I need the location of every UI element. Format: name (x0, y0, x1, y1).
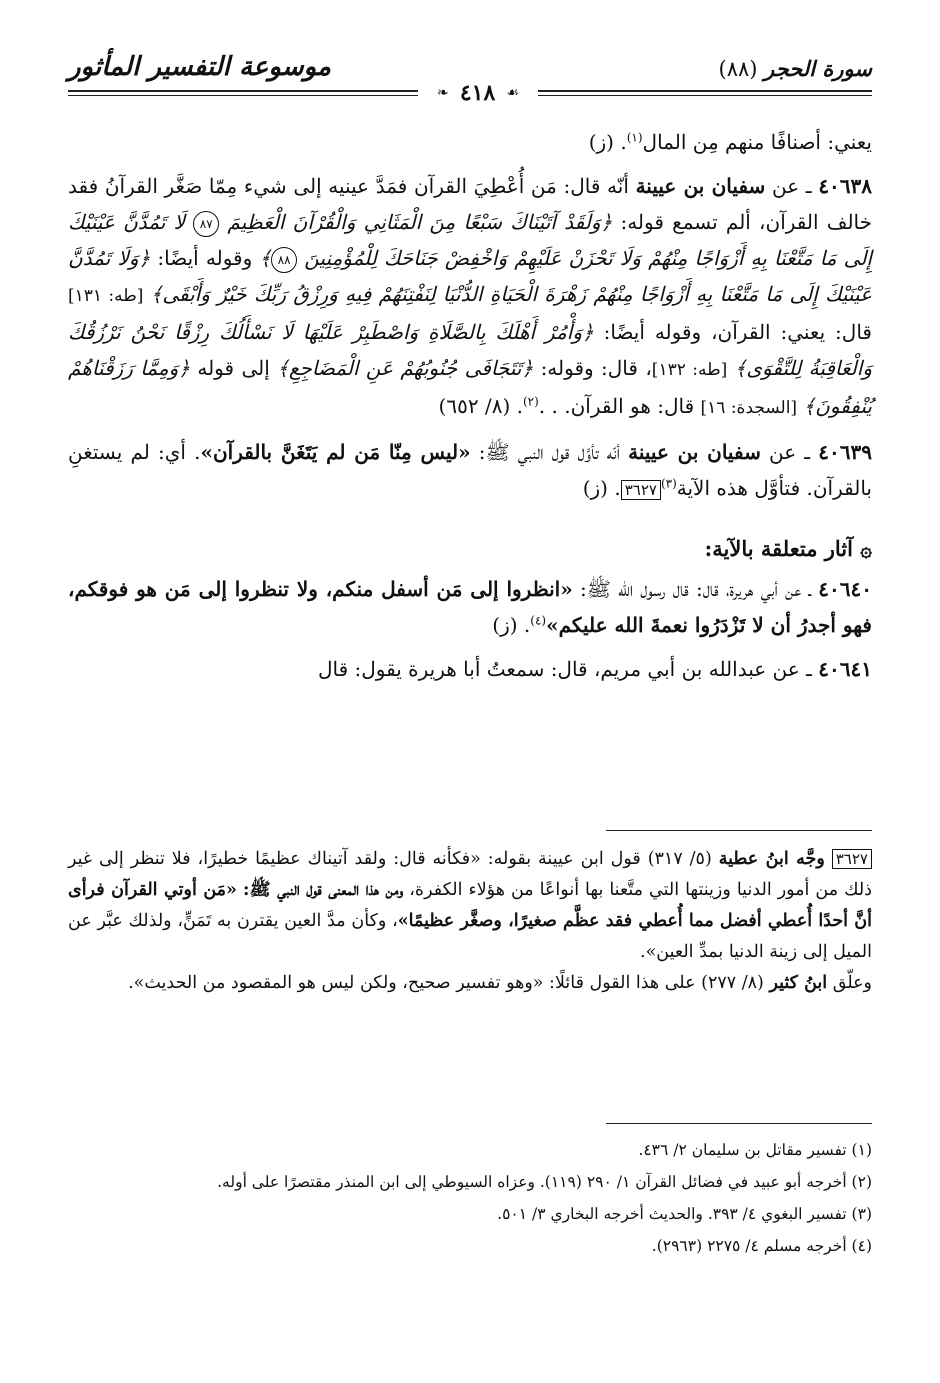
hadith-text: «مَن أوتي القرآن فرأى أنَّ أحدًا أُعطي أفضل مما أُعطي فقد عظَّم صغيرًا، وصغَّر عظيمًا» (68, 880, 872, 931)
note-reference: (٥/ ٣١٧) (647, 849, 712, 869)
entry-source: . (٨/ ٦٥٢) (438, 394, 523, 418)
entry-number: ٤٠٦٤١ (818, 657, 872, 681)
entry-text: أنّه قال: مَن أُعْطِيَ القرآن فمَدَّ عينيه إلى شيء مِمّا صَغَّر القرآنُ فقد خالف القرآن، ألم تسمع قوله: (68, 174, 873, 234)
section-heading (68, 536, 872, 561)
entry-40638 (68, 168, 872, 426)
footnote: (١) تفسير مقاتل بن سليمان ٢/ ٤٣٦. (638, 1141, 872, 1159)
intro-text: يعني: أصنافًا منهم مِن المال (642, 130, 872, 154)
note-separator (606, 830, 872, 831)
ayah-number-icon: ٨٧ (193, 211, 219, 237)
quran-quote: ﴿وَأْمُرْ أَهْلَكَ بِالصَّلَاةِ وَاصْطَبِرْ عَلَيْهَا لَا نَسْأَلُكَ رِزْقًا نَحْنُ نَرْزُقُكَ وَالْعَاقِبَةُ لِلتَّقْوَى﴾ (68, 320, 872, 380)
entry-40640 (68, 571, 872, 643)
intro-paragraph (68, 124, 872, 160)
note-text: ، وكأن مدَّ العين يقترن به تَمَنٍّ، ولذلك عبَّر عن الميل إلى زينة الدنيا بمدِّ العين». (68, 911, 872, 962)
footnote-ref: (٣) (660, 476, 677, 491)
quran-reference: [طه: ١٣٢] (651, 360, 728, 380)
footnote: (٢) أخرجه أبو عبيد في فضائل القرآن ١/ ٢٩٠ (١١٩). وعزاه السيوطي إلى ابن المنذر مقتصرًا على أوله. (217, 1173, 872, 1191)
entry-text: ـ عن عبدالله بن أبي مريم، قال: سمعتُ أبا هريرة يقول: قال (317, 657, 812, 681)
commentary-ref-box: ٣٦٢٧ (832, 849, 872, 869)
note-text: على هذا القول قائلًا: «وهو تفسير صحيح، ولكن ليس هو المقصود من الحديث». (128, 973, 696, 993)
narrator-name: سفيان بن عيينة (635, 174, 766, 198)
entry-tag: . (ز) (492, 613, 531, 637)
section-title: آثار متعلقة بالآية: (704, 536, 853, 561)
quran-reference: [السجدة: ١٦] (700, 398, 798, 418)
note-paragraph (68, 968, 872, 999)
quran-quote: ﴿تَتَجَافَى جُنُوبُهُمْ عَنِ الْمَضَاجِعِ﴾ (277, 356, 534, 380)
entry-text: ، قال: وقوله: (540, 356, 652, 380)
entry-40639 (68, 434, 872, 508)
quran-quote: ﴿وَلَقَدْ آتَيْنَاكَ سَبْعًا مِنَ الْمَثَانِي وَالْقُرْآنَ الْعَظِيمَ (227, 210, 613, 234)
entry-number: ٤٠٦٤٠ (818, 577, 873, 601)
entry-40641 (68, 651, 872, 687)
footnote: (٣) تفسير البغوي ٤/ ٣٩٣. والحديث أخرجه البخاري ٣/ ٥٠١. (497, 1205, 872, 1223)
entry-text: وقوله أيضًا: (157, 246, 253, 270)
note-reference: (٨/ ٢٧٧) (701, 973, 764, 993)
scholar-name: ابنُ كثير (769, 973, 828, 993)
entry-tag: . (ز) (582, 476, 621, 500)
entry-number: ٤٠٦٣٩ (818, 440, 872, 464)
quran-quote-end: ﴾ (259, 246, 272, 270)
entry-number: ٤٠٦٣٨ (818, 174, 873, 198)
note-paragraph (68, 844, 872, 968)
footnote-ref: (١) (626, 130, 643, 145)
page-header (68, 42, 872, 106)
hadith-text: «انظروا إلى مَن أسفل منكم، ولا تنظروا إلى مَن هو فوقكم، فهو أجدرُ أن لا تَزْدَرُوا نعمةَ الله عليكم» (68, 577, 872, 637)
footnote-ref: (٢) (522, 394, 539, 409)
entry-text: ـ عن أبي هريرة، قال: قال رسول الله ﷺ: (579, 577, 812, 601)
book-title: موسوعة التفسير المأثور (68, 52, 331, 82)
entry-text: قال: هو القرآن. . . (538, 394, 695, 418)
footnotes (68, 1136, 872, 1264)
surah-header (719, 56, 873, 81)
entry-text: إلى قوله (197, 356, 270, 380)
entry-prefix: ـ عن (768, 440, 811, 464)
entry-text: أنّه تأوَّل قول النبي ﷺ: (478, 440, 620, 464)
entry-prefix: ـ عن (771, 174, 812, 198)
page-number-block (418, 80, 538, 104)
quran-quote: لَا تَمُدَّنَّ عَيْنَيْكَ إِلَى مَا مَتَّعْنَا بِهِ أَزْوَاجًا مِنْهُمْ وَلَا تَحْزَنْ عَلَيْهِمْ وَاخْفِضْ جَنَاحَكَ لِلْمُؤْمِنِينَ (68, 210, 872, 270)
scholar-name: وجَّه ابنُ عطية (718, 849, 825, 869)
verse-number: (٨٨) (718, 57, 758, 81)
ornament-icon: ❧ (437, 85, 449, 101)
commentary-ref-box: ٣٦٢٧ (621, 480, 661, 500)
star-ornament-icon: ۞ (860, 537, 872, 561)
quran-quote: ﴿وَلَا تَمُدَّنَّ عَيْنَيْكَ إِلَى مَا مَتَّعْنَا بِهِ أَزْوَاجًا مِنْهُمْ زَهْرَةَ الْحَيَاةِ الدُّنْيَا لِنَفْتِنَهُمْ فِيهِ وَرِزْقُ رَبِّكَ خَيْرٌ وَأَبْقَى﴾ (68, 246, 872, 306)
intro-tag: . (ز) (588, 130, 627, 154)
page-number: ٤١٨ (459, 80, 496, 106)
entry-text: . أي: لم يستغنِ بالقرآن. فتأوَّل هذه الآية (68, 440, 872, 500)
surah-name: سورة الحجر (764, 56, 872, 81)
footnote: (٤) أخرجه مسلم ٤/ ٢٢٧٥ (٢٩٦٣). (651, 1237, 872, 1255)
note-bold-text: ومن هذا المعنى قول النبي ﷺ: (243, 880, 404, 900)
quran-quote: ﴿وَمِمَّا رَزَقْنَاهُمْ يُنْفِقُونَ﴾ (68, 356, 872, 418)
footnote-ref: (٤) (530, 613, 547, 628)
quran-reference: [طه: ١٣١] (68, 286, 144, 306)
note-text: قول ابن عيينة بقوله: «فكأنه قال: ولقد آتيناك عظيمًا خطيرًا، فلا تنظر إلى غير ذلك من أمور الدنيا وزينتها التي متَّعنا بها أنواعًا من هؤلاء الكفرة، (68, 849, 872, 900)
ayah-number-icon: ٨٨ (271, 247, 297, 273)
footnote-separator (606, 1123, 872, 1124)
ornament-icon: ☙ (506, 85, 519, 101)
narrator-name: سفيان بن عيينة (628, 440, 761, 464)
commentary-note (68, 844, 872, 999)
main-text (68, 124, 872, 695)
hadith-text: «ليس مِنّا مَن لم يَتَغَنَّ بالقرآن» (200, 440, 471, 464)
entry-text: قال: يعني: القرآن، وقوله أيضًا: (603, 320, 872, 344)
note-text: وعلّق (832, 973, 872, 993)
